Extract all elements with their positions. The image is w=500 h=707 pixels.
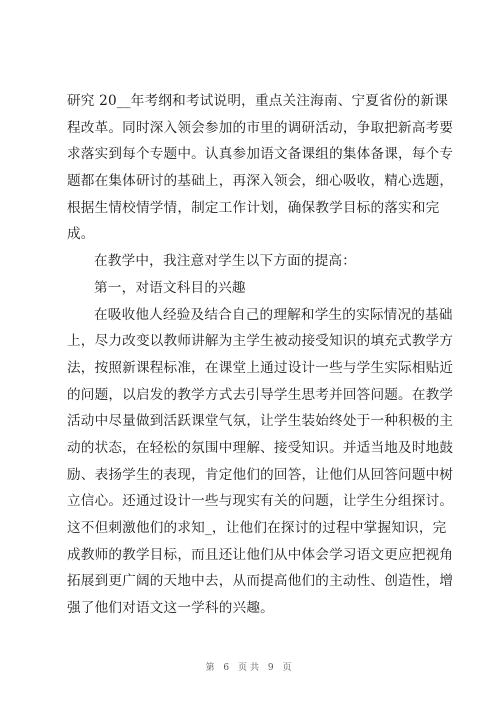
text-line: 上，尽力改变以教师讲解为主学生被动接受知识的填充式教学方 — [67, 333, 454, 350]
text-line: 求落实到每个专题中。认真参加语文备课组的集体备课，每个专 — [67, 146, 454, 163]
text-line: 的问题，以启发的教学方式去引导学生思考并回答问题。在教学 — [67, 386, 454, 403]
text-line: 法，按照新课程标准，在课堂上通过设计一些与学生实际相贴近 — [67, 359, 454, 376]
text-line: 程改革。同时深入领会参加的市里的调研活动，争取把新高考要 — [67, 119, 454, 136]
page-number-footer: 第 6 页共 9 页 — [205, 663, 295, 673]
text-line: 活动中尽量做到活跃课堂气氛，让学生装始终处于一种积极的主 — [67, 413, 454, 430]
text-line: 题都在集体研讨的基础上，再深入领会，细心吸收，精心选题， — [67, 173, 454, 190]
text-line: 成。 — [67, 226, 95, 243]
document-body — [67, 88, 454, 622]
text-line: 立信心。还通过设计一些与现实有关的问题，让学生分组探讨。 — [67, 493, 454, 510]
text-line: 动的状态，在轻松的氛围中理解、接受知识。并适当地及时地鼓 — [67, 439, 454, 456]
text-line: 在吸收他人经验及结合自己的理解和学生的实际情况的基础 — [94, 306, 453, 323]
text-line: 研究 20__年考纲和考试说明，重点关注海南、宁夏省份的新课 — [67, 93, 449, 109]
text-line: 励、表扬学生的表现，肯定他们的回答，让他们从回答问题中树 — [67, 466, 454, 483]
section-heading: 第一，对语文科目的兴趣 — [94, 279, 246, 296]
text-line: 根据生情校情学情，制定工作计划，确保教学目标的落实和完 — [67, 199, 440, 216]
text-line: 成教师的教学目标，而且还让他们从中体会学习语文更应把视角 — [67, 546, 454, 563]
text-line: 拓展到更广阔的天地中去，从而提高他们的主动性、创造性，增 — [67, 573, 454, 590]
text-line: 在教学中，我注意对学生以下方面的提高： — [94, 253, 357, 270]
text-line: 强了他们对语文这一学科的兴趣。 — [67, 600, 274, 617]
text-line: 这不但刺激他们的求知_，让他们在探讨的过程中掌握知识，完 — [67, 520, 447, 536]
